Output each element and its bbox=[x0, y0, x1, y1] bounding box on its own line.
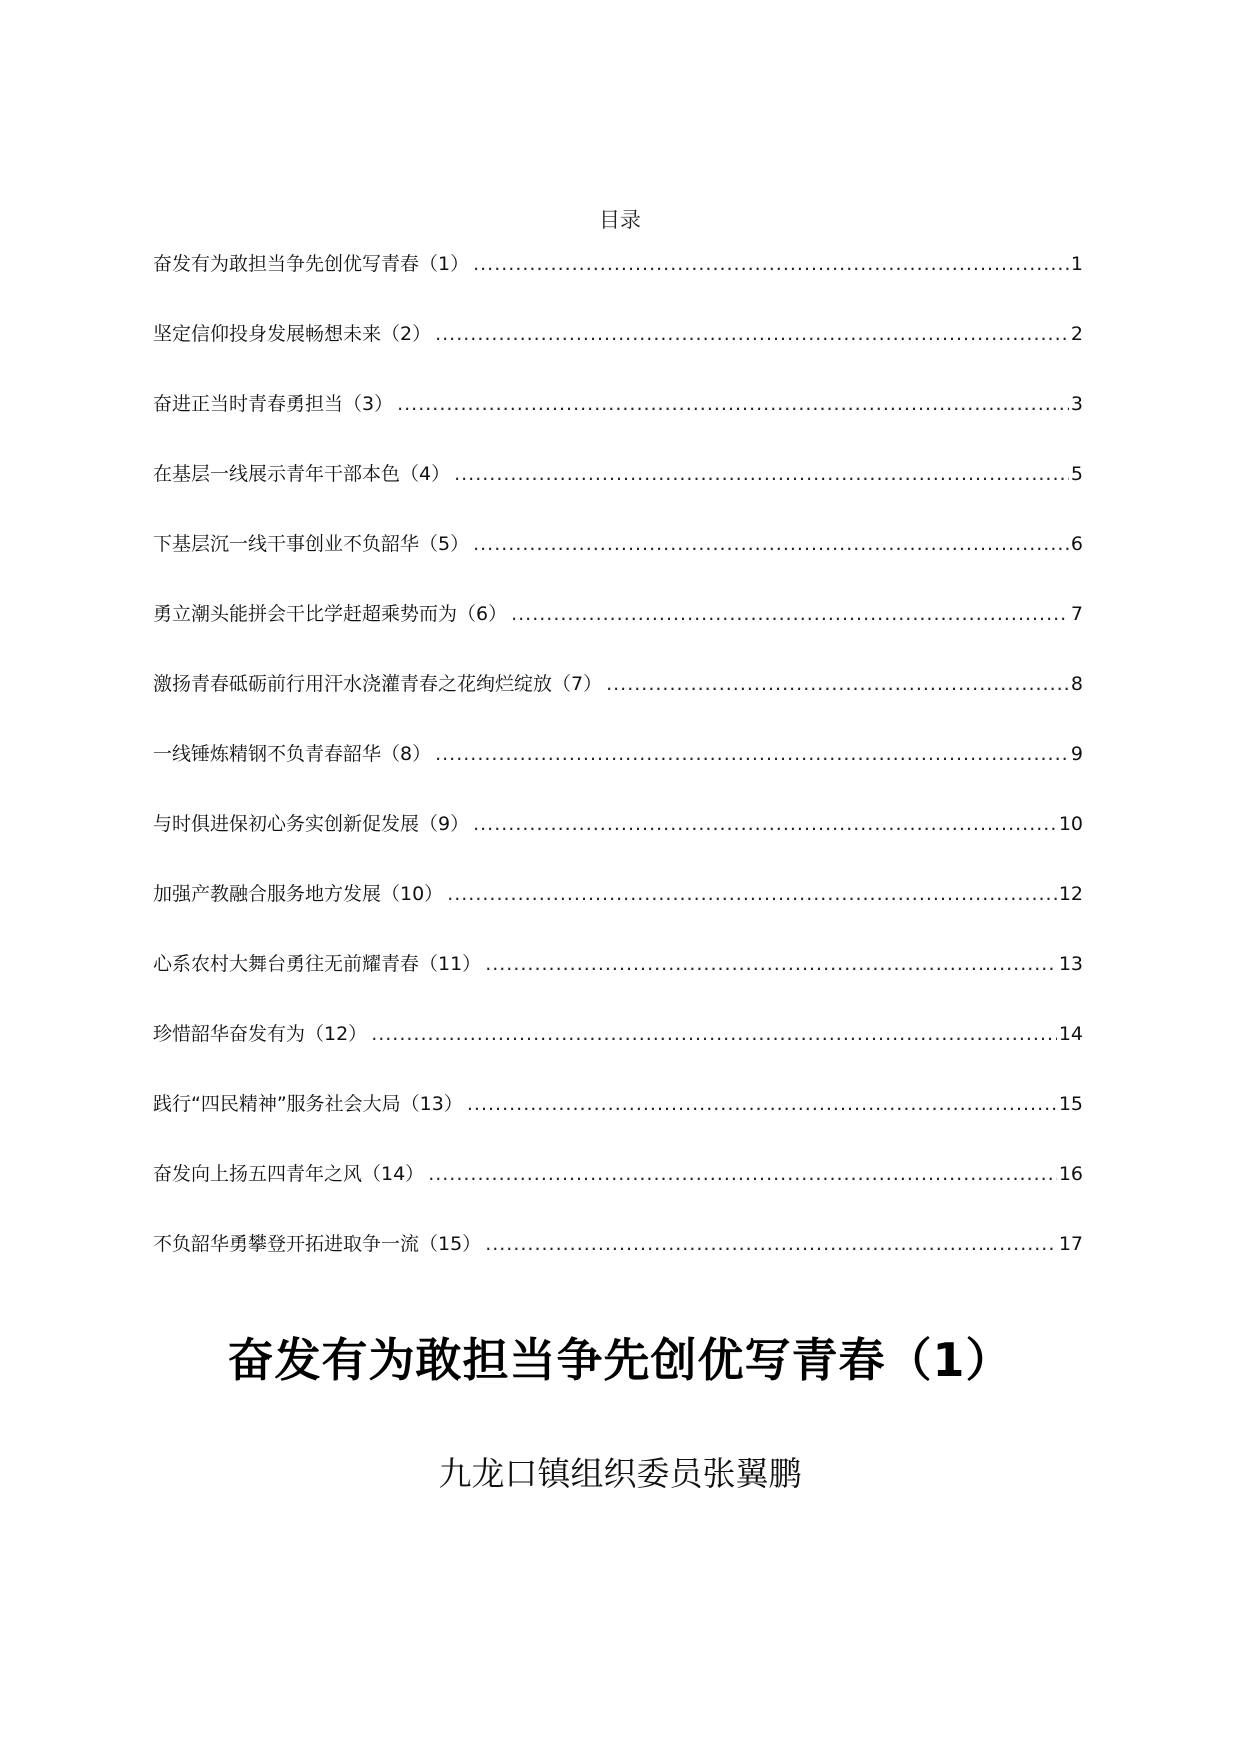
toc-dot-leader bbox=[473, 809, 1057, 839]
toc-dot-leader bbox=[511, 599, 1069, 629]
toc-entry[interactable] bbox=[153, 809, 1083, 879]
toc-entry-title: 不负韶华勇攀登开拓进取争一流（15） bbox=[153, 1233, 482, 1255]
toc-entry[interactable] bbox=[153, 669, 1083, 739]
toc-dot-leader bbox=[485, 949, 1057, 979]
toc-dot-leader bbox=[467, 1089, 1057, 1119]
article-title: 奋发有为敢担当争先创优写青春（1） bbox=[227, 1333, 1013, 1387]
toc-entry-page: 16 bbox=[1058, 1163, 1083, 1185]
toc-dot-leader bbox=[428, 1159, 1057, 1189]
toc-entry-title: 下基层沉一线干事创业不负韶华（5） bbox=[153, 533, 470, 555]
toc-dot-leader bbox=[435, 319, 1069, 349]
toc-entry-title: 奋进正当时青春勇担当（3） bbox=[153, 393, 394, 415]
toc-entry-page: 14 bbox=[1058, 1023, 1083, 1045]
toc-entry-page: 1 bbox=[1070, 253, 1083, 275]
toc-entry-title: 奋发有为敢担当争先创优写青春（1） bbox=[153, 253, 470, 275]
toc-dot-leader bbox=[473, 249, 1069, 279]
toc-entry[interactable] bbox=[153, 949, 1083, 1019]
table-of-contents bbox=[153, 249, 1083, 1299]
toc-entry[interactable] bbox=[153, 1019, 1083, 1089]
toc-entry-title: 与时俱进保初心务实创新促发展（9） bbox=[153, 813, 470, 835]
toc-entry[interactable] bbox=[153, 1159, 1083, 1229]
toc-entry-title: 坚定信仰投身发展畅想未来（2） bbox=[153, 323, 432, 345]
toc-entry-title: 激扬青春砥砺前行用汗水浇灌青春之花绚烂绽放（7） bbox=[153, 673, 603, 695]
toc-entry[interactable] bbox=[153, 529, 1083, 599]
toc-dot-leader bbox=[435, 739, 1069, 769]
toc-entry-title: 在基层一线展示青年干部本色（4） bbox=[153, 463, 451, 485]
toc-entry-title: 奋发向上扬五四青年之风（14） bbox=[153, 1163, 425, 1185]
toc-entry-page: 3 bbox=[1070, 393, 1083, 415]
toc-entry-page: 5 bbox=[1070, 463, 1083, 485]
toc-dot-leader bbox=[454, 459, 1069, 489]
toc-heading: 目录 bbox=[599, 208, 641, 232]
toc-entry-page: 6 bbox=[1070, 533, 1083, 555]
toc-entry[interactable] bbox=[153, 1229, 1083, 1299]
article-author: 九龙口镇组织委员张翼鹏 bbox=[438, 1454, 802, 1493]
toc-entry-page: 10 bbox=[1058, 813, 1083, 835]
toc-dot-leader bbox=[485, 1229, 1057, 1259]
toc-entry-title: 加强产教融合服务地方发展（10） bbox=[153, 883, 444, 905]
toc-entry-title: 一线锤炼精钢不负青春韶华（8） bbox=[153, 743, 432, 765]
toc-entry[interactable] bbox=[153, 1089, 1083, 1159]
toc-entry[interactable] bbox=[153, 459, 1083, 529]
toc-entry[interactable] bbox=[153, 739, 1083, 809]
toc-entry-page: 8 bbox=[1070, 673, 1083, 695]
toc-entry-title: 勇立潮头能拼会干比学赶超乘势而为（6） bbox=[153, 603, 508, 625]
toc-dot-leader bbox=[397, 389, 1069, 419]
toc-dot-leader bbox=[447, 879, 1057, 909]
toc-entry-title: 心系农村大舞台勇往无前耀青春（11） bbox=[153, 953, 482, 975]
toc-entry[interactable] bbox=[153, 319, 1083, 389]
toc-entry-page: 7 bbox=[1070, 603, 1083, 625]
toc-entry-page: 2 bbox=[1070, 323, 1083, 345]
toc-entry[interactable] bbox=[153, 879, 1083, 949]
toc-dot-leader bbox=[606, 669, 1069, 699]
toc-entry-page: 9 bbox=[1070, 743, 1083, 765]
toc-entry[interactable] bbox=[153, 599, 1083, 669]
toc-entry-title: 珍惜韶华奋发有为（12） bbox=[153, 1023, 368, 1045]
toc-dot-leader bbox=[473, 529, 1069, 559]
toc-dot-leader bbox=[371, 1019, 1057, 1049]
toc-entry-title: 践行“四民精神”服务社会大局（13） bbox=[153, 1093, 463, 1115]
toc-entry-page: 15 bbox=[1058, 1093, 1083, 1115]
toc-entry[interactable] bbox=[153, 249, 1083, 319]
toc-entry[interactable] bbox=[153, 389, 1083, 459]
toc-entry-page: 12 bbox=[1058, 883, 1083, 905]
toc-entry-page: 13 bbox=[1058, 953, 1083, 975]
toc-entry-page: 17 bbox=[1058, 1233, 1083, 1255]
